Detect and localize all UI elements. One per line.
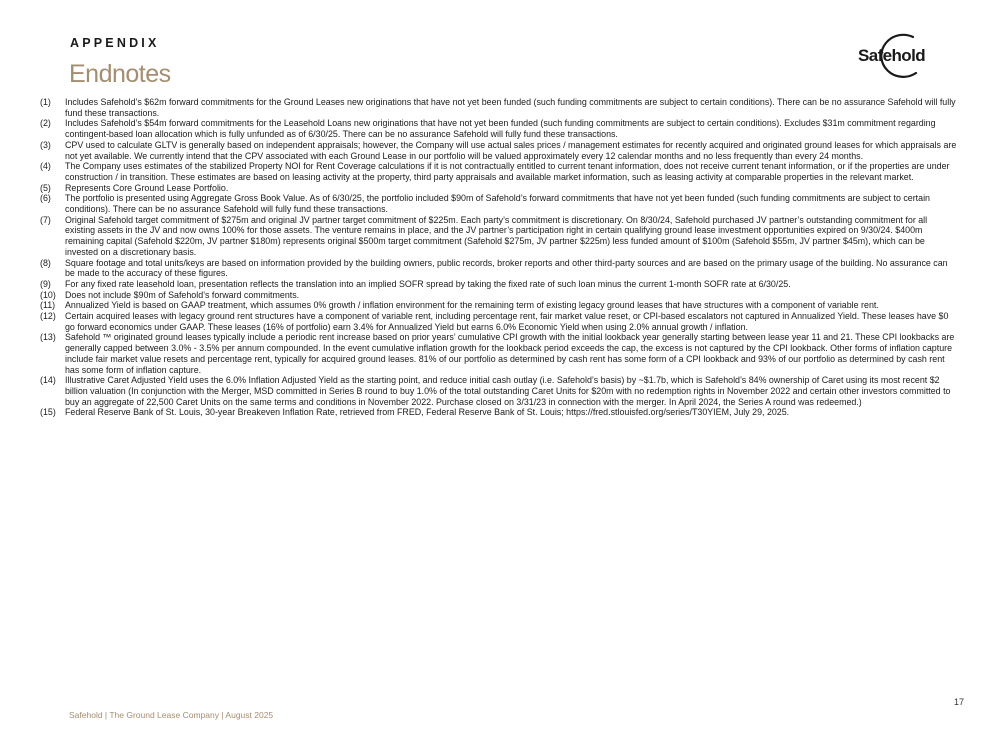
endnotes-list bbox=[40, 97, 958, 418]
endnote-number: (12) bbox=[40, 311, 56, 322]
endnote-text: For any fixed rate leasehold loan, presentation reflects the translation into an implied SOFR spread by taking the fixed rate of such loan minus the current 1-month SOFR rate at 6/30/25. bbox=[65, 278, 791, 289]
endnote-number: (7) bbox=[40, 214, 51, 225]
section-label: APPENDIX bbox=[70, 36, 160, 50]
endnote-number: (15) bbox=[40, 407, 56, 418]
endnote-number: (13) bbox=[40, 332, 56, 343]
endnote-item bbox=[40, 118, 958, 139]
endnote-number: (3) bbox=[40, 139, 51, 150]
endnote-number: (11) bbox=[40, 300, 56, 311]
endnote-text: Includes Safehold’s $62m forward commitments for the Ground Leases new originations that have not yet been funded (such funding commitments are subject to certain conditions). There can be no assurance Safehold will fully fund these transactions. bbox=[65, 97, 956, 118]
endnote-number: (8) bbox=[40, 257, 51, 268]
endnote-text: Federal Reserve Bank of St. Louis, 30-year Breakeven Inflation Rate, retrieved from FRED, Federal Reserve Bank of St. Louis; https://fred.stlouisfed.org/series/T30YIEM, July 29, 2025. bbox=[65, 407, 790, 418]
endnote-text: The portfolio is presented using Aggregate Gross Book Value. As of 6/30/25, the portfolio included $90m of Safehold’s forward commitments that have not yet been funded (such funding commitments are subject to certain conditions). There can be no assurance Safehold will fully fund these transactions. bbox=[65, 193, 930, 215]
endnote-number: (1) bbox=[40, 97, 51, 107]
endnote-text: Annualized Yield is based on GAAP treatment, which assumes 0% growth / inflation environment for the remaining term of existing legacy ground leases that have structures with a component of variable rent. bbox=[65, 300, 879, 311]
endnote-text: The Company uses estimates of the stabilized Property NOI for Rent Coverage calculations if it is not contractually entitled to current tenant information, does not receive current tenant information, or if the properties are under construction / in transition. These estimates are based on leasing activity at the property, third party appraisals and available market information, such as leasing activity at comparable properties in the relevant market. bbox=[65, 161, 950, 182]
endnote-item bbox=[40, 375, 958, 407]
endnote-number: (4) bbox=[40, 161, 51, 172]
endnote-number: (2) bbox=[40, 118, 51, 129]
endnote-item bbox=[40, 97, 958, 118]
endnote-item bbox=[40, 193, 958, 214]
endnote-text: Illustrative Caret Adjusted Yield uses the 6.0% Inflation Adjusted Yield as the starting point, and reduce initial cash outlay (i.e. Safehold’s basis) by ~$1.7b, which is Safehold’s 84% ownership of Caret using its most recent $2 billion valuation (In conjunction with the Merger, MSD committed in Series B round to buy 1.0% of the total outstanding Caret Units for $20m with no redemption rights in November 2022 and certain other investors committed to buy an aggregate of 22,500 Caret Units on the same terms and conditions in November 2022. Purchase closed on 3/31/23 in connection with the merger. In April 2024, the Series A round was redeemed.) bbox=[65, 375, 951, 407]
endnote-item bbox=[40, 300, 958, 311]
endnote-number: (10) bbox=[40, 289, 56, 300]
page-title: Endnotes bbox=[69, 60, 171, 88]
endnote-text: Represents Core Ground Lease Portfolio. bbox=[65, 182, 229, 193]
endnote-item bbox=[40, 407, 958, 418]
endnote-text: Does not include $90m of Safehold’s forward commitments. bbox=[65, 289, 300, 300]
safehold-logo bbox=[853, 31, 937, 79]
page-number: 17 bbox=[954, 697, 965, 707]
endnote-text: Square footage and total units/keys are based on information provided by the building owners, public records, broker reports and other third-party sources and are based on the primary usage of the building. No assurance can be made to the accuracy of these figures. bbox=[65, 257, 948, 279]
endnote-item bbox=[40, 140, 958, 161]
endnote-item bbox=[40, 332, 958, 375]
endnote-text: CPV used to calculate GLTV is generally based on independent appraisals; however, the Company will use actual sales prices / management estimates for recently acquired and originated ground leases for which appraisals are not yet available. We currently intend that the CPV associated with each Ground Lease in our portfolio will be valued approximately every 12 calendar months and no less frequently than every 24 months. bbox=[65, 139, 957, 161]
endnote-number: (14) bbox=[40, 375, 56, 386]
endnote-number: (5) bbox=[40, 182, 51, 193]
endnote-text: Safehold ™ originated ground leases typically include a periodic rent increase based on prior years’ cumulative CPI growth with the initial lookback year generally starting between lease year 11 and 21. These CPI lookbacks are generally capped between 3.0% - 3.5% per annum compounded. In the event cumulative inflation growth for the lookback period exceeds the cap, the excess is not captured by the CPI lookback. Other forms of inflation capture include fair market value resets and percentage rent, typically for acquired ground leases. 81% of our portfolio as determined by cash rent has some form of a CPI lookback and 93% of our portfolio as determined by cash rent has some form of inflation capture. bbox=[65, 332, 955, 375]
endnote-item bbox=[40, 161, 958, 182]
endnote-text: Certain acquired leases with legacy ground rent structures have a component of variable rent, including percentage rent, fair market value reset, or CPI-based escalators not captured in Annualized Yield. These leases have $0 go forward economics under GAAP. These leases (16% of portfolio) earn 3.4% for Annualized Yield but earns 6.0% Economic Yield when using 2.0% annual growth / inflation. bbox=[65, 311, 949, 332]
endnote-item bbox=[40, 290, 958, 301]
endnote-number: (6) bbox=[40, 193, 51, 204]
endnote-item bbox=[40, 183, 958, 194]
endnote-item bbox=[40, 258, 958, 279]
endnote-item bbox=[40, 215, 958, 258]
footer-text: Safehold | The Ground Lease Company | August 2025 bbox=[69, 710, 274, 720]
endnote-text: Original Safehold target commitment of $275m and original JV partner target commitment of $225m. Each party’s commitment is discretionary. On 8/30/24, Safehold purchased JV partner’s outstanding commitment for all existing assets in the JV and now owns 100% for those assets. The venture remains in place, and the JV partner’s participation right in certain qualifying ground lease investment opportunities expired on 9/30/24. $400m remaining capital (Safehold $220m, JV partner $180m) represents original $500m target commitment (Safehold $275m, JV partner $225m) less funded amount of $100m (Safehold $55m, JV partner $45m), which can be invested on a discretionary basis. bbox=[65, 214, 928, 257]
endnote-number: (9) bbox=[40, 278, 51, 289]
endnote-text: Includes Safehold’s $54m forward commitments for the Leasehold Loans new originations that have not yet been funded (such funding commitments are subject to certain conditions). Excludes $31m commitment regarding contingent-based loan allocation which is fully unfunded as of 6/30/25. There can be no assurance Safehold will fully fund these transactions. bbox=[65, 118, 936, 140]
endnote-item bbox=[40, 311, 958, 332]
logo-text: Safehold bbox=[858, 46, 925, 65]
endnote-item bbox=[40, 279, 958, 290]
